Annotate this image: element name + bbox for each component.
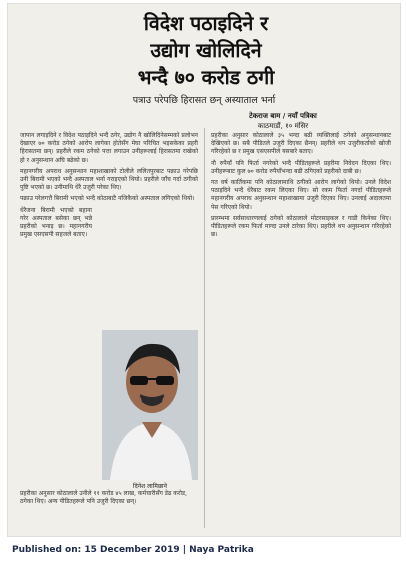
article-left-column: [20, 132, 198, 242]
article-right-column: [211, 132, 391, 242]
photo-caption: दिनेश लामिछाने: [133, 483, 167, 490]
paragraph: जापान लगाइदिने र विदेश पठाइदिने भन्दै ठगेर, उद्योग नै खोलिदिनेसम्मको प्रलोभन देखाएर ७० करोड ठगेको आरोप लागेका होतेसँग मेघा परिचित भइसकेका प्रहरी हिरासतमा छन्। प्रहरीले रकम ठगेको पत्ता लगाउन उनीहरूलाई हिरासतमा राखेको हो र अनुसन्धान अघि बढेको छ।: [20, 132, 198, 164]
headline-line: भन्दै ७० करोड ठगी: [137, 66, 275, 89]
headline-line: विदेश पठाइदिने र: [143, 12, 269, 35]
paragraph: गत वर्ष कार्तिकमा पनि कोठालामाथि ठगीको आरोप लागेको थियो। उनले विदेश पठाइदिने भन्दै धेरैबाट रकम लिएका थिए। सो रकम फिर्ता नगर्दा पीडितहरूले महानगरीय अपराध अनुसन्धान महाशाखामा उजुरी दिएका थिए। उनलाई अदालतमा पेस गरिएको थियो।: [211, 179, 391, 211]
subheadline: पत्राउ परेपछि हिरासत छन् अस्याताल भर्ना: [132, 95, 276, 106]
person-illustration: [102, 330, 198, 480]
paragraph: महानगरीय अपराध अनुसन्धान महाशाखाको टोलीले ललितपुरबाट पक्राउ गरेपछि उनी बिरामी भएको भन्दै अस्पताल भर्ना गराइएको थियो। प्रहरीले जाँच गर्दा ठगीको पुष्टि भएको छ। उनीमाथि धेरै उजुरी परेका थिए।: [20, 167, 198, 192]
column-divider: [204, 128, 205, 528]
paragraph-below-photo: प्रहरीका अनुसार कोठालाले उनीले ११ करोड ४५ लाख, कर्मचारीसँग डेढ करोड, ठगेका थिए। अन्य पीडितहरूले पनि उजुरी दिएका छन्।: [20, 490, 188, 506]
paragraph: प्रारम्भमा सर्वसाधारणलाई ठगेको कोठालाले मोटरसाइकल र गाडी किनेका थिए। पीडितहरूले रकम फिर्ता माग्दा उनले टारेका थिए। प्रहरीले थप अनुसन्धान गरिरहेको छ।: [211, 214, 391, 239]
byline-author: टेकराज बाम / नयाँ पत्रिका: [249, 112, 317, 120]
publication-footer: Published on: 15 December 2019 | Naya Patrika: [12, 545, 254, 555]
paragraph-beside-photo: धेरैजना बिरामी भएको बहाना गरेर अस्पताल बसेका छन् भन्ने प्रहरीको भनाइ छ। महानगरीय प्रमुख एसएसपी सहजले बताए।: [20, 206, 92, 239]
paragraph: प्रहरीका अनुसार कोठालाले ३५ भन्दा बढी व्यक्तिलाई ठगेको अनुसन्धानबाट देखिएको छ। सबै पीडितले उजुरी दिएका छैनन्। प्रहरीले थप उजुरीकर्ताको खोजी गरिरहेको छ र प्रमुख एसएसपीले यसबारे बताए।: [211, 132, 391, 156]
portrait-photo: [102, 330, 198, 480]
paragraph: नौ रुपैयाँ पनि फिर्ता नगरेको भन्दै पीडितहरूले प्रहरीमा निवेदन दिएका थिए। उनीहरूबाट कुल ७० करोड रुपैयाँभन्दा बढी ठगिएको प्रहरीको दाबी छ।: [211, 159, 391, 175]
byline-place: काठमाडौं, १० मंसिर: [257, 122, 309, 130]
paragraph: पक्राउ परेलगत्तै बिरामी भएको भन्दै कोठाबाटै नजिकैको अस्पताल लगिएको थियो।: [20, 195, 195, 203]
headline-line: उद्योग खोलिदिने: [150, 39, 262, 62]
newspaper-clipping: [8, 4, 400, 536]
headline: [76, 10, 336, 91]
byline: [223, 111, 343, 131]
